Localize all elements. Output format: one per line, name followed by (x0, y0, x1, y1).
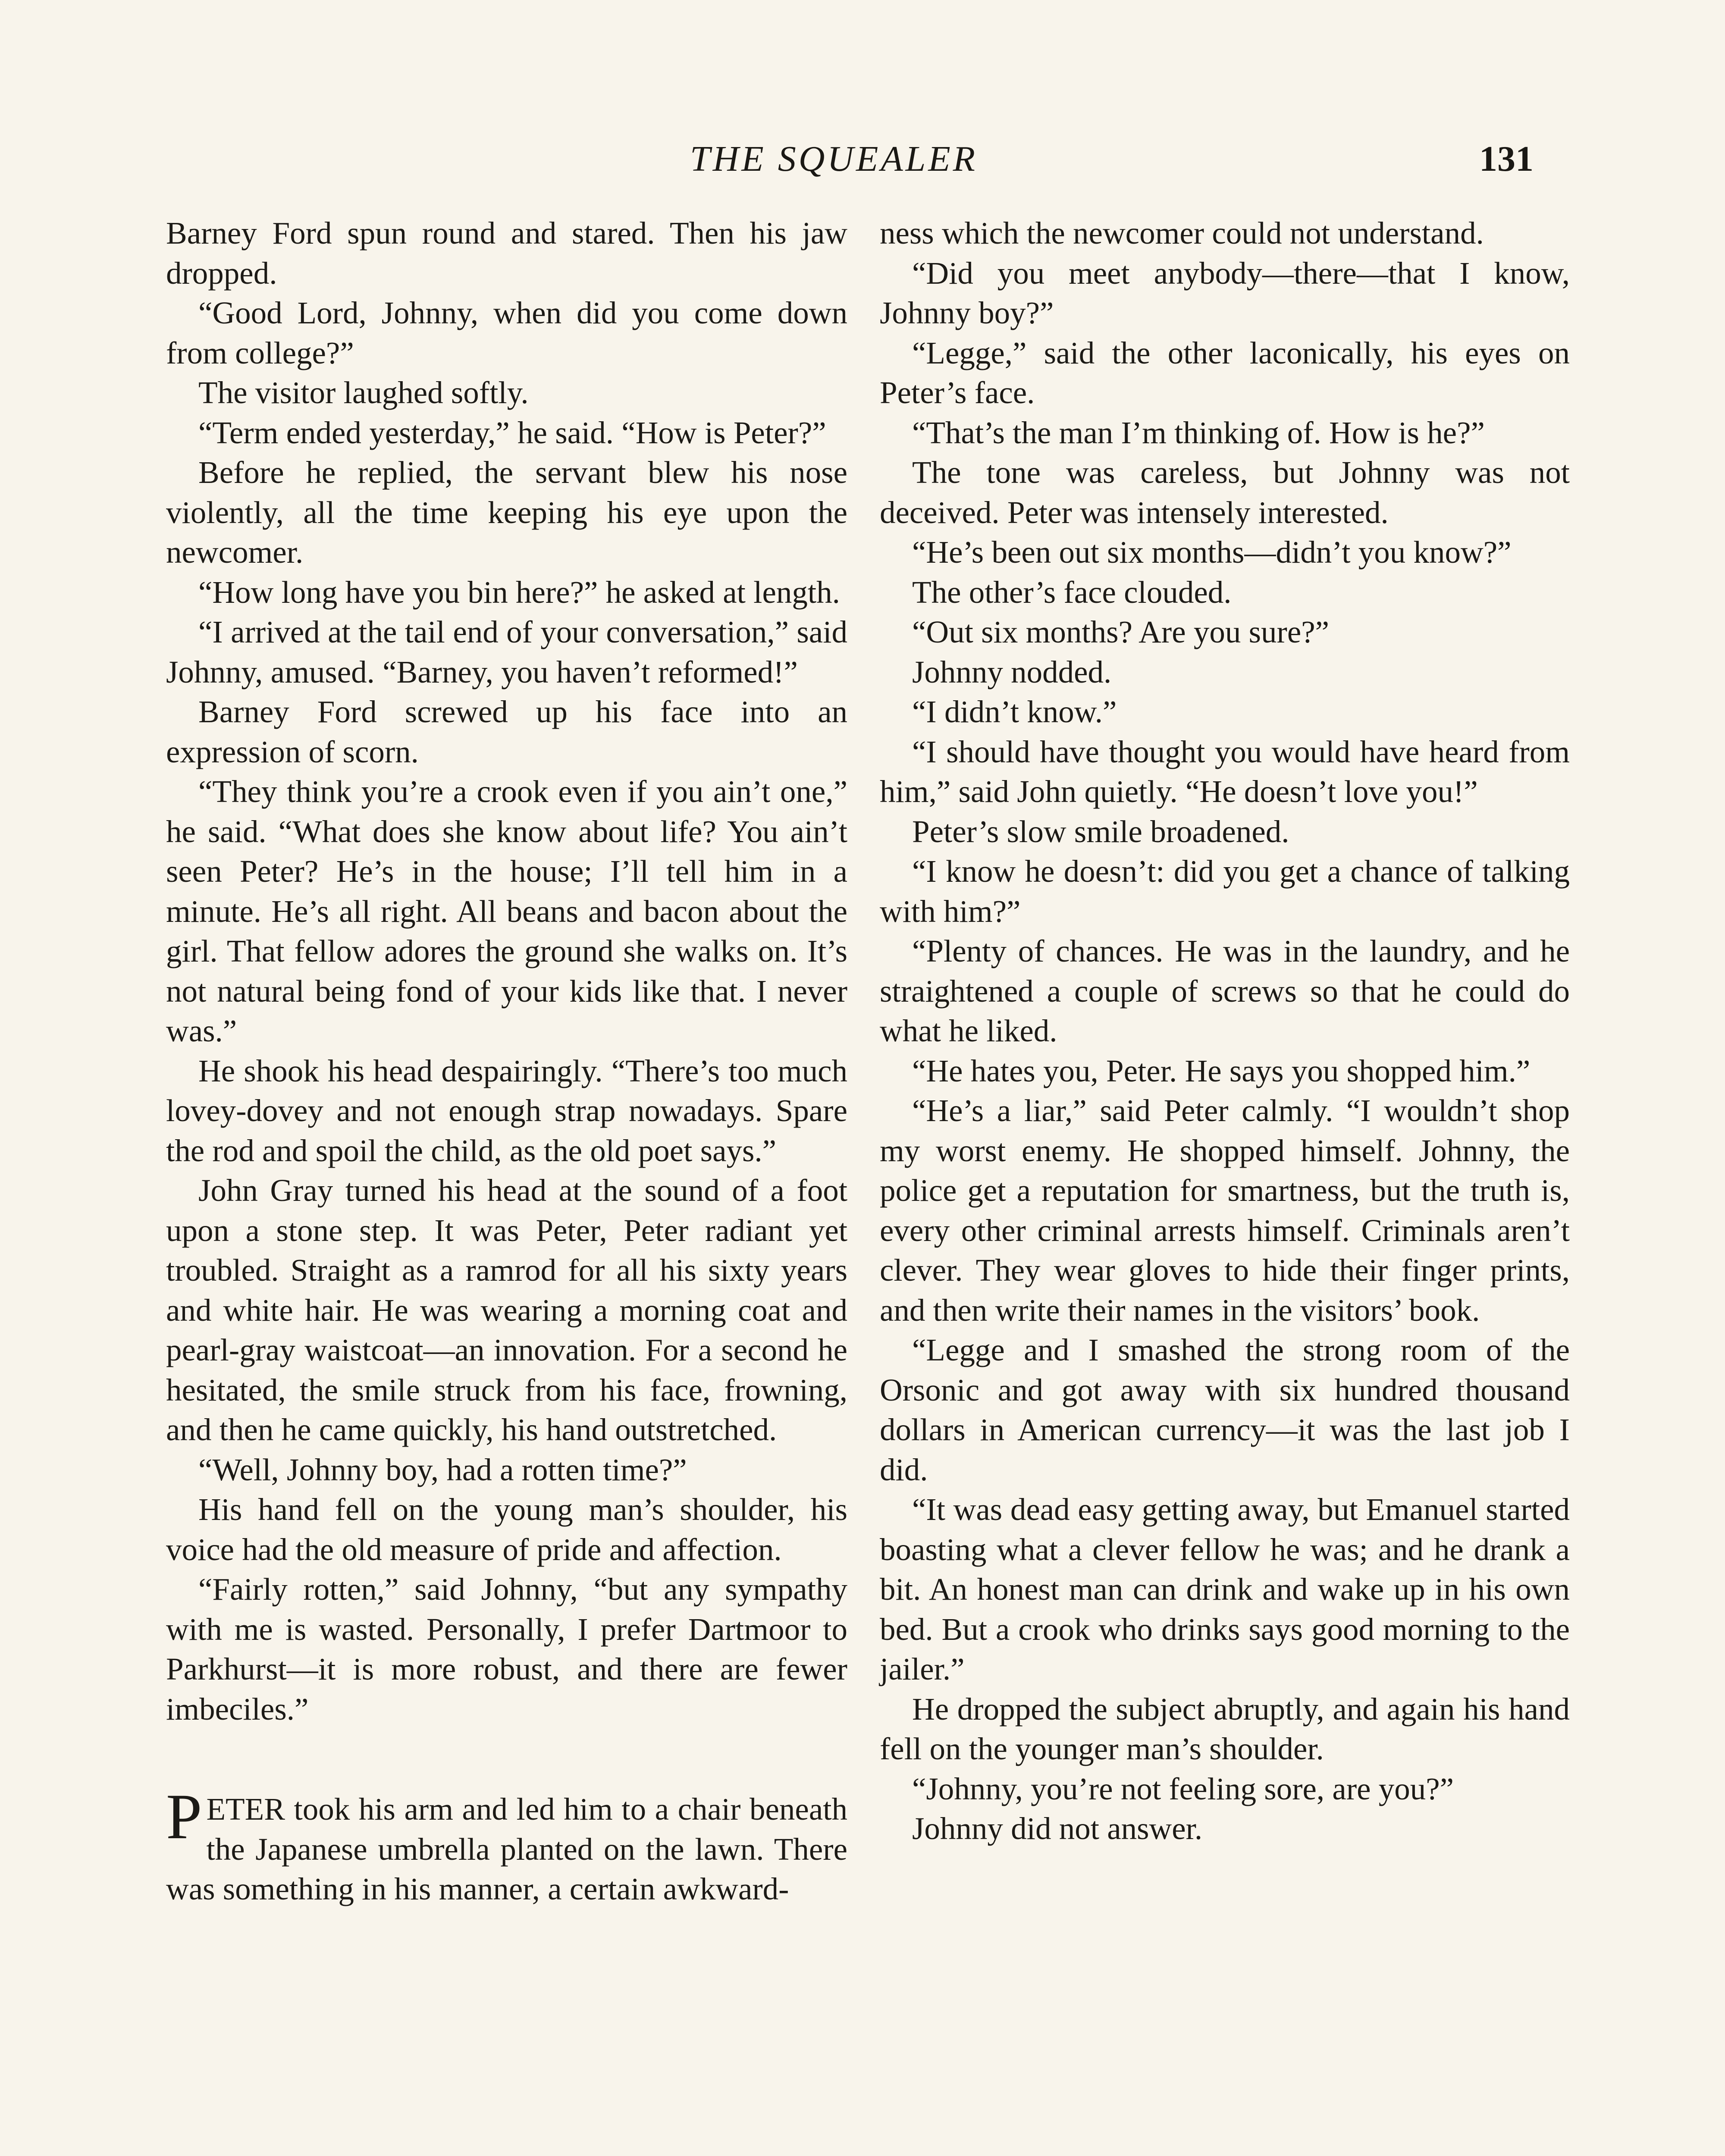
paragraph: “He’s a liar,” said Peter calmly. “I wouldn’t shop my worst enemy. He shopped himself. Johnny, the police get a reputation for smartness, but the truth is, every other criminal arrests himself. Criminals aren’t clever. They wear gloves to hide their finger prints, and then write their names in the visitors’ book. (880, 1093, 1570, 1328)
dropcap-paragraph-text: ETER took his arm and led him to a chair beneath the Japanese umbrella planted on the lawn. There was something in his manner, a certain awkward- (166, 1792, 847, 1906)
paragraph: “Well, Johnny boy, had a rotten time?” (198, 1452, 687, 1487)
paragraph: “I arrived at the tail end of your conversation,” said Johnny, amused. “Barney, you haven’t reformed!” (166, 614, 847, 689)
running-header-title: THE SQUEALER (690, 139, 978, 179)
paragraph: “It was dead easy getting away, but Emanuel started boasting what a clever fellow he was; and he drank a bit. An honest man can drink and wake up in his own bed. But a crook who drinks says good morning to the jailer.” (880, 1492, 1570, 1686)
paragraph: His hand fell on the young man’s shoulder, his voice had the old measure of pride and affection. (166, 1492, 847, 1567)
paragraph: “Did you meet anybody—there—that I know, Johnny boy?” (880, 255, 1570, 330)
paragraph: “I know he doesn’t: did you get a chance of talking with him?” (880, 854, 1570, 929)
paragraph: Johnny did not answer. (912, 1811, 1203, 1846)
paragraph: “Plenty of chances. He was in the laundry, and he straightened a couple of screws so that he could do what he liked. (880, 934, 1570, 1048)
paragraph: “They think you’re a crook even if you ain’t one,” he said. “What does she know about life? You ain’t seen Peter? He’s in the house; I’ll tell him in a minute. He’s all right. All beans and bacon about the girl. That fellow adores the ground she walks on. It’s not natural being fond of your kids like that. I never was.” (166, 774, 847, 1048)
section-break (166, 1729, 847, 1789)
paragraph: “Good Lord, Johnny, when did you come down from college?” (166, 295, 847, 370)
paragraph: He shook his head despairingly. “There’s too much lovey-dovey and not enough strap nowadays. Spare the rod and spoil the child, as the old poet says.” (166, 1053, 847, 1168)
paragraph: The other’s face clouded. (912, 574, 1232, 610)
paragraph: “That’s the man I’m thinking of. How is he?” (912, 415, 1485, 450)
paragraph: Barney Ford screwed up his face into an expression of scorn. (166, 694, 847, 769)
paragraph: Johnny nodded. (912, 654, 1112, 689)
paragraph: “Legge and I smashed the strong room of the Orsonic and got away with six hundred thousand dollars in American currency—it was the last job I did. (880, 1332, 1570, 1487)
paragraph: “How long have you bin here?” he asked at length. (198, 574, 840, 610)
paragraph: The visitor laughed softly. (198, 375, 529, 410)
paragraph: “Term ended yesterday,” he said. “How is Peter?” (198, 415, 826, 450)
paragraph-continuation: ness which the newcomer could not understand. (880, 216, 1484, 251)
paragraph: “He hates you, Peter. He says you shopped him.” (912, 1053, 1531, 1088)
left-column (166, 213, 847, 1909)
paragraph: “I should have thought you would have heard from him,” said John quietly. “He doesn’t love you!” (880, 734, 1570, 809)
paragraph: “He’s been out six months—didn’t you know?” (912, 535, 1512, 570)
paragraph: “Fairly rotten,” said Johnny, “but any sympathy with me is wasted. Personally, I prefer Dartmoor to Parkhurst—it is more robust, and there are fewer imbeciles.” (166, 1572, 847, 1727)
drop-cap-letter: P (166, 1781, 202, 1852)
paragraph: “Legge,” said the other laconically, his eyes on Peter’s face. (880, 335, 1570, 410)
dropcap-paragraph (166, 1781, 847, 1909)
right-column (880, 213, 1570, 1849)
paragraph: Peter’s slow smile broadened. (912, 814, 1289, 849)
paragraph: Before he replied, the servant blew his nose violently, all the time keeping his eye upon the newcomer. (166, 455, 847, 570)
paragraph: He dropped the subject abruptly, and again his hand fell on the younger man’s shoulder. (880, 1691, 1570, 1766)
paragraph: “I didn’t know.” (912, 694, 1117, 729)
paragraph: Barney Ford spun round and stared. Then his jaw dropped. (166, 216, 847, 291)
paragraph: John Gray turned his head at the sound of a foot upon a stone step. It was Peter, Peter radiant yet troubled. Straight as a ramrod for all his sixty years and white hair. He was wearing a morning coat and pearl-gray waistcoat—an innovation. For a second he hesitated, the smile struck from his face, frowning, and then he came quickly, his hand outstretched. (166, 1173, 847, 1447)
paragraph: “Johnny, you’re not feeling sore, are you?” (912, 1771, 1454, 1806)
paragraph: “Out six months? Are you sure?” (912, 614, 1330, 649)
page-number: 131 (1479, 139, 1534, 179)
paragraph: The tone was careless, but Johnny was not deceived. Peter was intensely interested. (880, 455, 1570, 530)
